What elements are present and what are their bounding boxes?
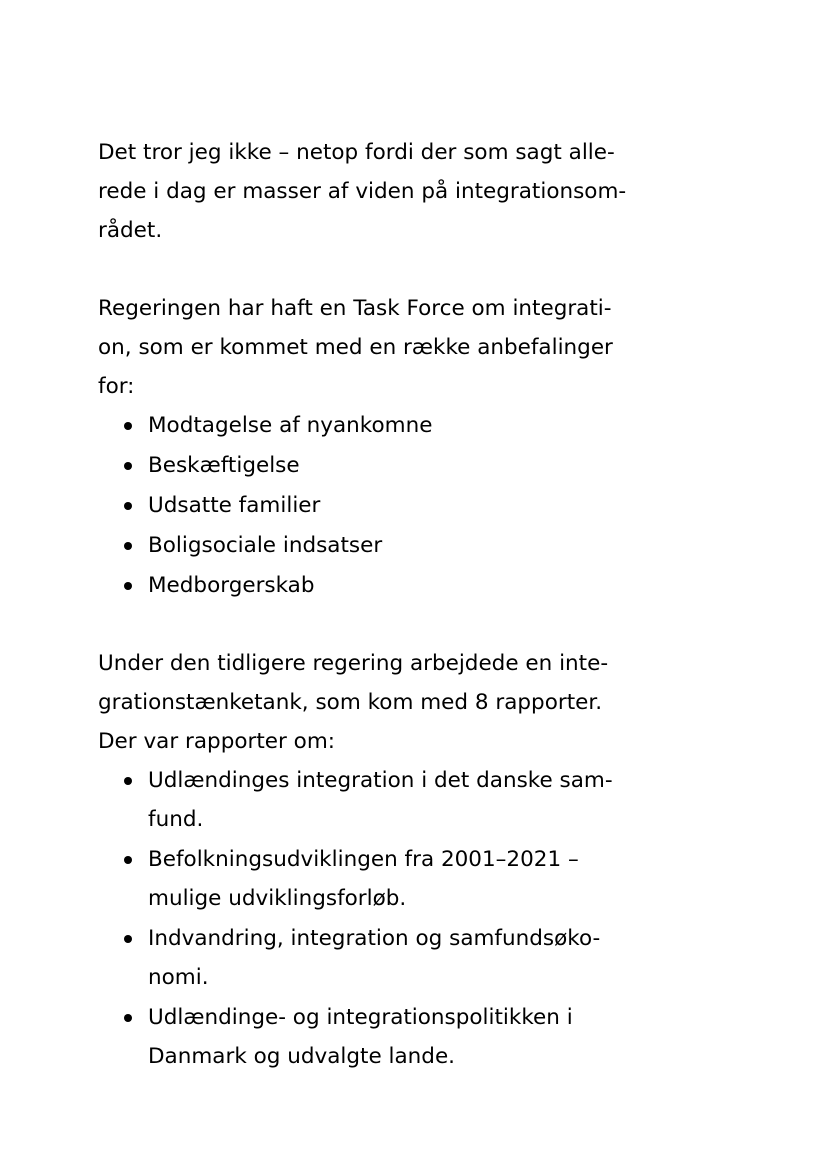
- bullet-icon: [124, 856, 132, 864]
- bullet-icon: [124, 462, 132, 470]
- recommendations-list: [98, 406, 658, 605]
- bullet-icon: [124, 582, 132, 590]
- bullet-icon: [124, 935, 132, 943]
- bullet-icon: [124, 1014, 132, 1022]
- list-item: Befolkningsudviklingen fra 2001–2021 – mulige udviklingsforløb.: [148, 840, 658, 918]
- paragraph-task-force: Regeringen har haft en Task Force om integrati- on, som er kommet med en række anbefalinger for:: [98, 296, 613, 399]
- bullet-icon: [124, 422, 132, 430]
- list-item: Beskæftigelse: [148, 446, 658, 485]
- list-item: Medborgerskab: [148, 566, 658, 605]
- list-item: Udlændinge- og integrationspolitikken i Danmark og udvalgte lande.: [148, 998, 658, 1076]
- list-item: Indvandring, integration og samfundsøko- nomi.: [148, 919, 658, 997]
- list-item: Modtagelse af nyankomne: [148, 406, 658, 445]
- list-item: Udlændinges integration i det danske sam- fund.: [148, 761, 658, 839]
- paragraph-intro: Det tror jeg ikke – netop fordi der som sagt alle- rede i dag er masser af viden på integrationsom- rådet.: [98, 140, 627, 243]
- list-item: Udsatte familier: [148, 486, 658, 525]
- bullet-icon: [124, 542, 132, 550]
- list-item: Boligsociale indsatser: [148, 526, 658, 565]
- bullet-icon: [124, 777, 132, 785]
- document-page: [98, 133, 658, 1077]
- reports-list: [98, 761, 658, 1076]
- bullet-icon: [124, 502, 132, 510]
- paragraph-think-tank: Under den tidligere regering arbejdede en inte- grationstænketank, som kom med 8 rapporter. Der var rapporter om:: [98, 651, 609, 754]
